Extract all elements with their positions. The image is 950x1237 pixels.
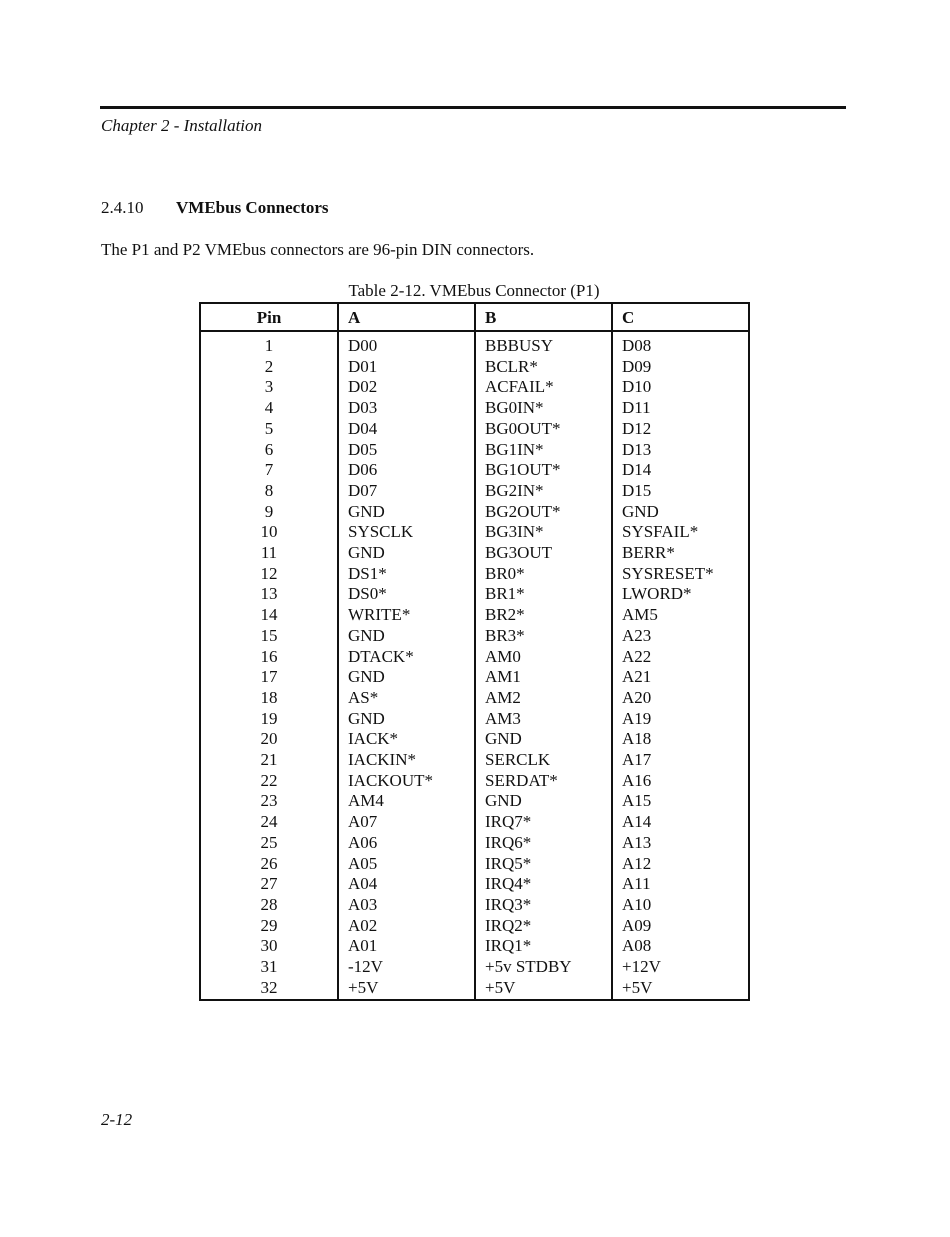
- row-c-cell: D09: [612, 357, 749, 378]
- pin-cell: 26: [200, 854, 338, 875]
- row-b-cell: BBBUSY: [475, 331, 612, 357]
- row-c-cell: BERR*: [612, 543, 749, 564]
- row-a-cell: GND: [338, 626, 475, 647]
- row-b-cell: BG3OUT: [475, 543, 612, 564]
- pin-cell: 30: [200, 936, 338, 957]
- row-b-cell: BG1OUT*: [475, 460, 612, 481]
- table-row: [200, 543, 749, 564]
- connector-pin-table: [199, 302, 750, 1001]
- row-c-cell: A14: [612, 812, 749, 833]
- intro-paragraph: The P1 and P2 VMEbus connectors are 96-pin DIN connectors.: [101, 240, 535, 259]
- pin-cell: 11: [200, 543, 338, 564]
- row-a-cell: A06: [338, 833, 475, 854]
- row-c-cell: +12V: [612, 957, 749, 978]
- row-a-cell: IACKIN*: [338, 750, 475, 771]
- row-c-cell: D10: [612, 377, 749, 398]
- table-row: [200, 357, 749, 378]
- row-c-cell: A10: [612, 895, 749, 916]
- row-c-cell: A13: [612, 833, 749, 854]
- row-a-cell: D02: [338, 377, 475, 398]
- pin-cell: 8: [200, 481, 338, 502]
- column-header-c: C: [612, 303, 749, 331]
- pin-cell: 22: [200, 771, 338, 792]
- pin-cell: 17: [200, 667, 338, 688]
- table-row: [200, 481, 749, 502]
- row-a-cell: DS1*: [338, 564, 475, 585]
- row-c-cell: A18: [612, 729, 749, 750]
- table-row: [200, 729, 749, 750]
- column-header-a: A: [338, 303, 475, 331]
- table-row: [200, 440, 749, 461]
- pin-cell: 3: [200, 377, 338, 398]
- row-b-cell: AM0: [475, 647, 612, 668]
- pin-cell: 28: [200, 895, 338, 916]
- pin-cell: 15: [200, 626, 338, 647]
- pin-cell: 2: [200, 357, 338, 378]
- row-c-cell: D15: [612, 481, 749, 502]
- pin-cell: 20: [200, 729, 338, 750]
- pin-cell: 5: [200, 419, 338, 440]
- table-row: [200, 502, 749, 523]
- row-a-cell: A01: [338, 936, 475, 957]
- row-b-cell: BG1IN*: [475, 440, 612, 461]
- row-a-cell: GND: [338, 709, 475, 730]
- table-row: [200, 605, 749, 626]
- row-a-cell: GND: [338, 667, 475, 688]
- row-c-cell: +5V: [612, 978, 749, 1000]
- row-b-cell: BG3IN*: [475, 522, 612, 543]
- row-a-cell: D00: [338, 331, 475, 357]
- row-b-cell: IRQ3*: [475, 895, 612, 916]
- row-a-cell: IACKOUT*: [338, 771, 475, 792]
- row-a-cell: D04: [338, 419, 475, 440]
- row-c-cell: D13: [612, 440, 749, 461]
- row-b-cell: IRQ1*: [475, 936, 612, 957]
- row-c-cell: A22: [612, 647, 749, 668]
- row-c-cell: A19: [612, 709, 749, 730]
- table-row: [200, 978, 749, 1000]
- pin-cell: 23: [200, 791, 338, 812]
- table-row: [200, 564, 749, 585]
- row-a-cell: WRITE*: [338, 605, 475, 626]
- table-row: [200, 647, 749, 668]
- table-row: [200, 812, 749, 833]
- table-row: [200, 667, 749, 688]
- table-row: [200, 833, 749, 854]
- pin-cell: 29: [200, 916, 338, 937]
- table-row: [200, 460, 749, 481]
- table-row: [200, 750, 749, 771]
- pin-cell: 1: [200, 331, 338, 357]
- row-a-cell: A05: [338, 854, 475, 875]
- row-c-cell: D08: [612, 331, 749, 357]
- table-row: [200, 398, 749, 419]
- row-b-cell: IRQ5*: [475, 854, 612, 875]
- table-row: [200, 771, 749, 792]
- row-b-cell: BG2IN*: [475, 481, 612, 502]
- table-row: [200, 957, 749, 978]
- table-body: [200, 331, 749, 1000]
- header-rule: [100, 106, 846, 109]
- row-b-cell: BG0IN*: [475, 398, 612, 419]
- pin-cell: 32: [200, 978, 338, 1000]
- table-caption: Table 2-12. VMEbus Connector (P1): [348, 281, 600, 300]
- row-b-cell: BCLR*: [475, 357, 612, 378]
- row-b-cell: GND: [475, 791, 612, 812]
- row-b-cell: BG0OUT*: [475, 419, 612, 440]
- table-row: [200, 854, 749, 875]
- row-c-cell: D11: [612, 398, 749, 419]
- row-a-cell: A04: [338, 874, 475, 895]
- row-c-cell: AM5: [612, 605, 749, 626]
- row-a-cell: D03: [338, 398, 475, 419]
- row-a-cell: DTACK*: [338, 647, 475, 668]
- row-b-cell: +5v STDBY: [475, 957, 612, 978]
- row-c-cell: D12: [612, 419, 749, 440]
- running-head: Chapter 2 - Installation: [101, 116, 263, 135]
- row-c-cell: LWORD*: [612, 584, 749, 605]
- pin-cell: 10: [200, 522, 338, 543]
- row-b-cell: BR1*: [475, 584, 612, 605]
- row-a-cell: -12V: [338, 957, 475, 978]
- row-c-cell: SYSFAIL*: [612, 522, 749, 543]
- pin-cell: 19: [200, 709, 338, 730]
- table-row: [200, 916, 749, 937]
- row-c-cell: A20: [612, 688, 749, 709]
- table-row: [200, 331, 749, 357]
- pin-cell: 24: [200, 812, 338, 833]
- row-a-cell: GND: [338, 543, 475, 564]
- row-a-cell: DS0*: [338, 584, 475, 605]
- pin-cell: 14: [200, 605, 338, 626]
- row-a-cell: AS*: [338, 688, 475, 709]
- page-number: 2-12: [101, 1110, 133, 1129]
- row-b-cell: AM3: [475, 709, 612, 730]
- row-c-cell: SYSRESET*: [612, 564, 749, 585]
- pin-cell: 18: [200, 688, 338, 709]
- row-b-cell: +5V: [475, 978, 612, 1000]
- row-b-cell: BR0*: [475, 564, 612, 585]
- row-b-cell: IRQ6*: [475, 833, 612, 854]
- row-c-cell: A23: [612, 626, 749, 647]
- table-row: [200, 936, 749, 957]
- pin-cell: 27: [200, 874, 338, 895]
- pin-cell: 4: [200, 398, 338, 419]
- table-row: [200, 688, 749, 709]
- column-header-pin: Pin: [200, 303, 338, 331]
- section-title: VMEbus Connectors: [176, 198, 329, 217]
- table-row: [200, 522, 749, 543]
- row-b-cell: BR3*: [475, 626, 612, 647]
- row-a-cell: AM4: [338, 791, 475, 812]
- table-row: [200, 895, 749, 916]
- section-number: 2.4.10: [101, 198, 144, 217]
- row-a-cell: SYSCLK: [338, 522, 475, 543]
- row-b-cell: IRQ4*: [475, 874, 612, 895]
- table-row: [200, 874, 749, 895]
- row-b-cell: BR2*: [475, 605, 612, 626]
- pin-cell: 25: [200, 833, 338, 854]
- column-header-b: B: [475, 303, 612, 331]
- table-row: [200, 626, 749, 647]
- row-c-cell: D14: [612, 460, 749, 481]
- row-b-cell: AM1: [475, 667, 612, 688]
- row-a-cell: +5V: [338, 978, 475, 1000]
- pin-cell: 6: [200, 440, 338, 461]
- table-row: [200, 791, 749, 812]
- pin-cell: 16: [200, 647, 338, 668]
- row-a-cell: D05: [338, 440, 475, 461]
- table-row: [200, 709, 749, 730]
- row-a-cell: D06: [338, 460, 475, 481]
- table-row: [200, 377, 749, 398]
- pin-cell: 21: [200, 750, 338, 771]
- row-b-cell: ACFAIL*: [475, 377, 612, 398]
- row-a-cell: A03: [338, 895, 475, 916]
- row-a-cell: A07: [338, 812, 475, 833]
- row-c-cell: A16: [612, 771, 749, 792]
- row-b-cell: IRQ2*: [475, 916, 612, 937]
- table-header-row: [200, 303, 749, 331]
- pin-cell: 7: [200, 460, 338, 481]
- row-b-cell: IRQ7*: [475, 812, 612, 833]
- row-b-cell: AM2: [475, 688, 612, 709]
- table-row: [200, 419, 749, 440]
- row-c-cell: A09: [612, 916, 749, 937]
- row-c-cell: A17: [612, 750, 749, 771]
- row-a-cell: GND: [338, 502, 475, 523]
- row-a-cell: D07: [338, 481, 475, 502]
- pin-cell: 12: [200, 564, 338, 585]
- row-c-cell: A21: [612, 667, 749, 688]
- row-b-cell: SERDAT*: [475, 771, 612, 792]
- row-c-cell: A12: [612, 854, 749, 875]
- row-c-cell: GND: [612, 502, 749, 523]
- row-a-cell: IACK*: [338, 729, 475, 750]
- row-a-cell: A02: [338, 916, 475, 937]
- row-b-cell: BG2OUT*: [475, 502, 612, 523]
- pin-cell: 9: [200, 502, 338, 523]
- row-b-cell: GND: [475, 729, 612, 750]
- pin-cell: 31: [200, 957, 338, 978]
- table-row: [200, 584, 749, 605]
- pin-cell: 13: [200, 584, 338, 605]
- row-b-cell: SERCLK: [475, 750, 612, 771]
- row-a-cell: D01: [338, 357, 475, 378]
- row-c-cell: A08: [612, 936, 749, 957]
- row-c-cell: A11: [612, 874, 749, 895]
- row-c-cell: A15: [612, 791, 749, 812]
- section-heading: [101, 198, 329, 218]
